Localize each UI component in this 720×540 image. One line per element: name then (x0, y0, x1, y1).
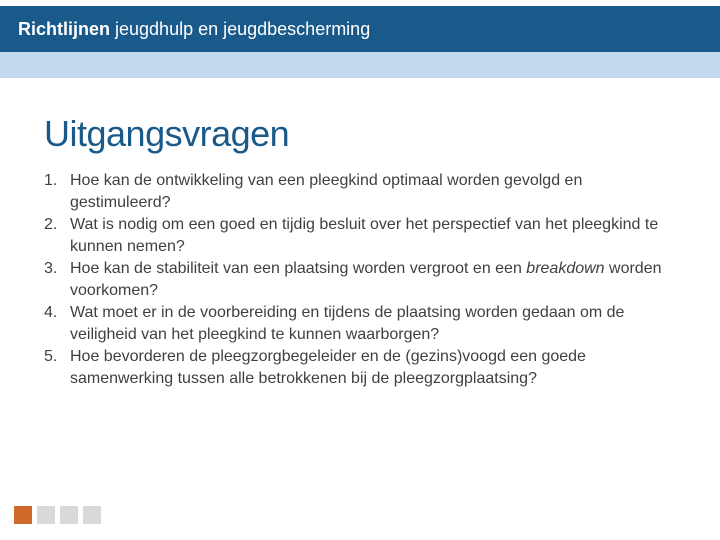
header-bar (0, 6, 720, 52)
progress-square (60, 506, 78, 524)
header-subbar (0, 52, 720, 78)
list-number: 2. (44, 216, 58, 233)
progress-square (37, 506, 55, 524)
header-subtitle: jeugdhulp en jeugdbescherming (110, 18, 371, 39)
question-text: Hoe bevorderen de pleegzorgbegeleider en de (gezins)voogd een goede samenwerking tussen alle betrokkenen bij de pleegzorgplaatsing? (70, 348, 586, 387)
question-text (70, 258, 684, 302)
list-item (44, 302, 684, 346)
slide-progress-indicator (14, 506, 101, 524)
list-item (44, 214, 684, 258)
list-item (44, 170, 684, 214)
question-text-part: worden voorkomen? (70, 260, 662, 299)
question-list (44, 170, 684, 390)
list-item (44, 346, 684, 390)
question-text: Hoe kan de ontwikkeling van een pleegkind optimaal worden gevolgd en gestimuleerd? (70, 172, 583, 211)
header-title (18, 19, 370, 40)
slide-title: Uitgangsvragen (44, 113, 290, 154)
list-number: 4. (44, 304, 58, 321)
list-number: 1. (44, 172, 58, 189)
header-brand: Richtlijnen (18, 18, 111, 39)
progress-square-active (14, 506, 32, 524)
list-number: 5. (44, 348, 58, 365)
list-item (44, 258, 684, 302)
list-number: 3. (44, 260, 58, 277)
question-text-italic: breakdown (526, 260, 605, 277)
progress-square (83, 506, 101, 524)
question-text: Wat is nodig om een goed en tijdig besluit over het perspectief van het pleegkind te kunnen nemen? (70, 216, 659, 255)
question-text-part: Hoe kan de stabiliteit van een plaatsing worden vergroot en een (70, 260, 527, 277)
question-text: Wat moet er in de voorbereiding en tijdens de plaatsing worden gedaan om de veiligheid van het pleegkind te kunnen waarborgen? (70, 304, 625, 343)
